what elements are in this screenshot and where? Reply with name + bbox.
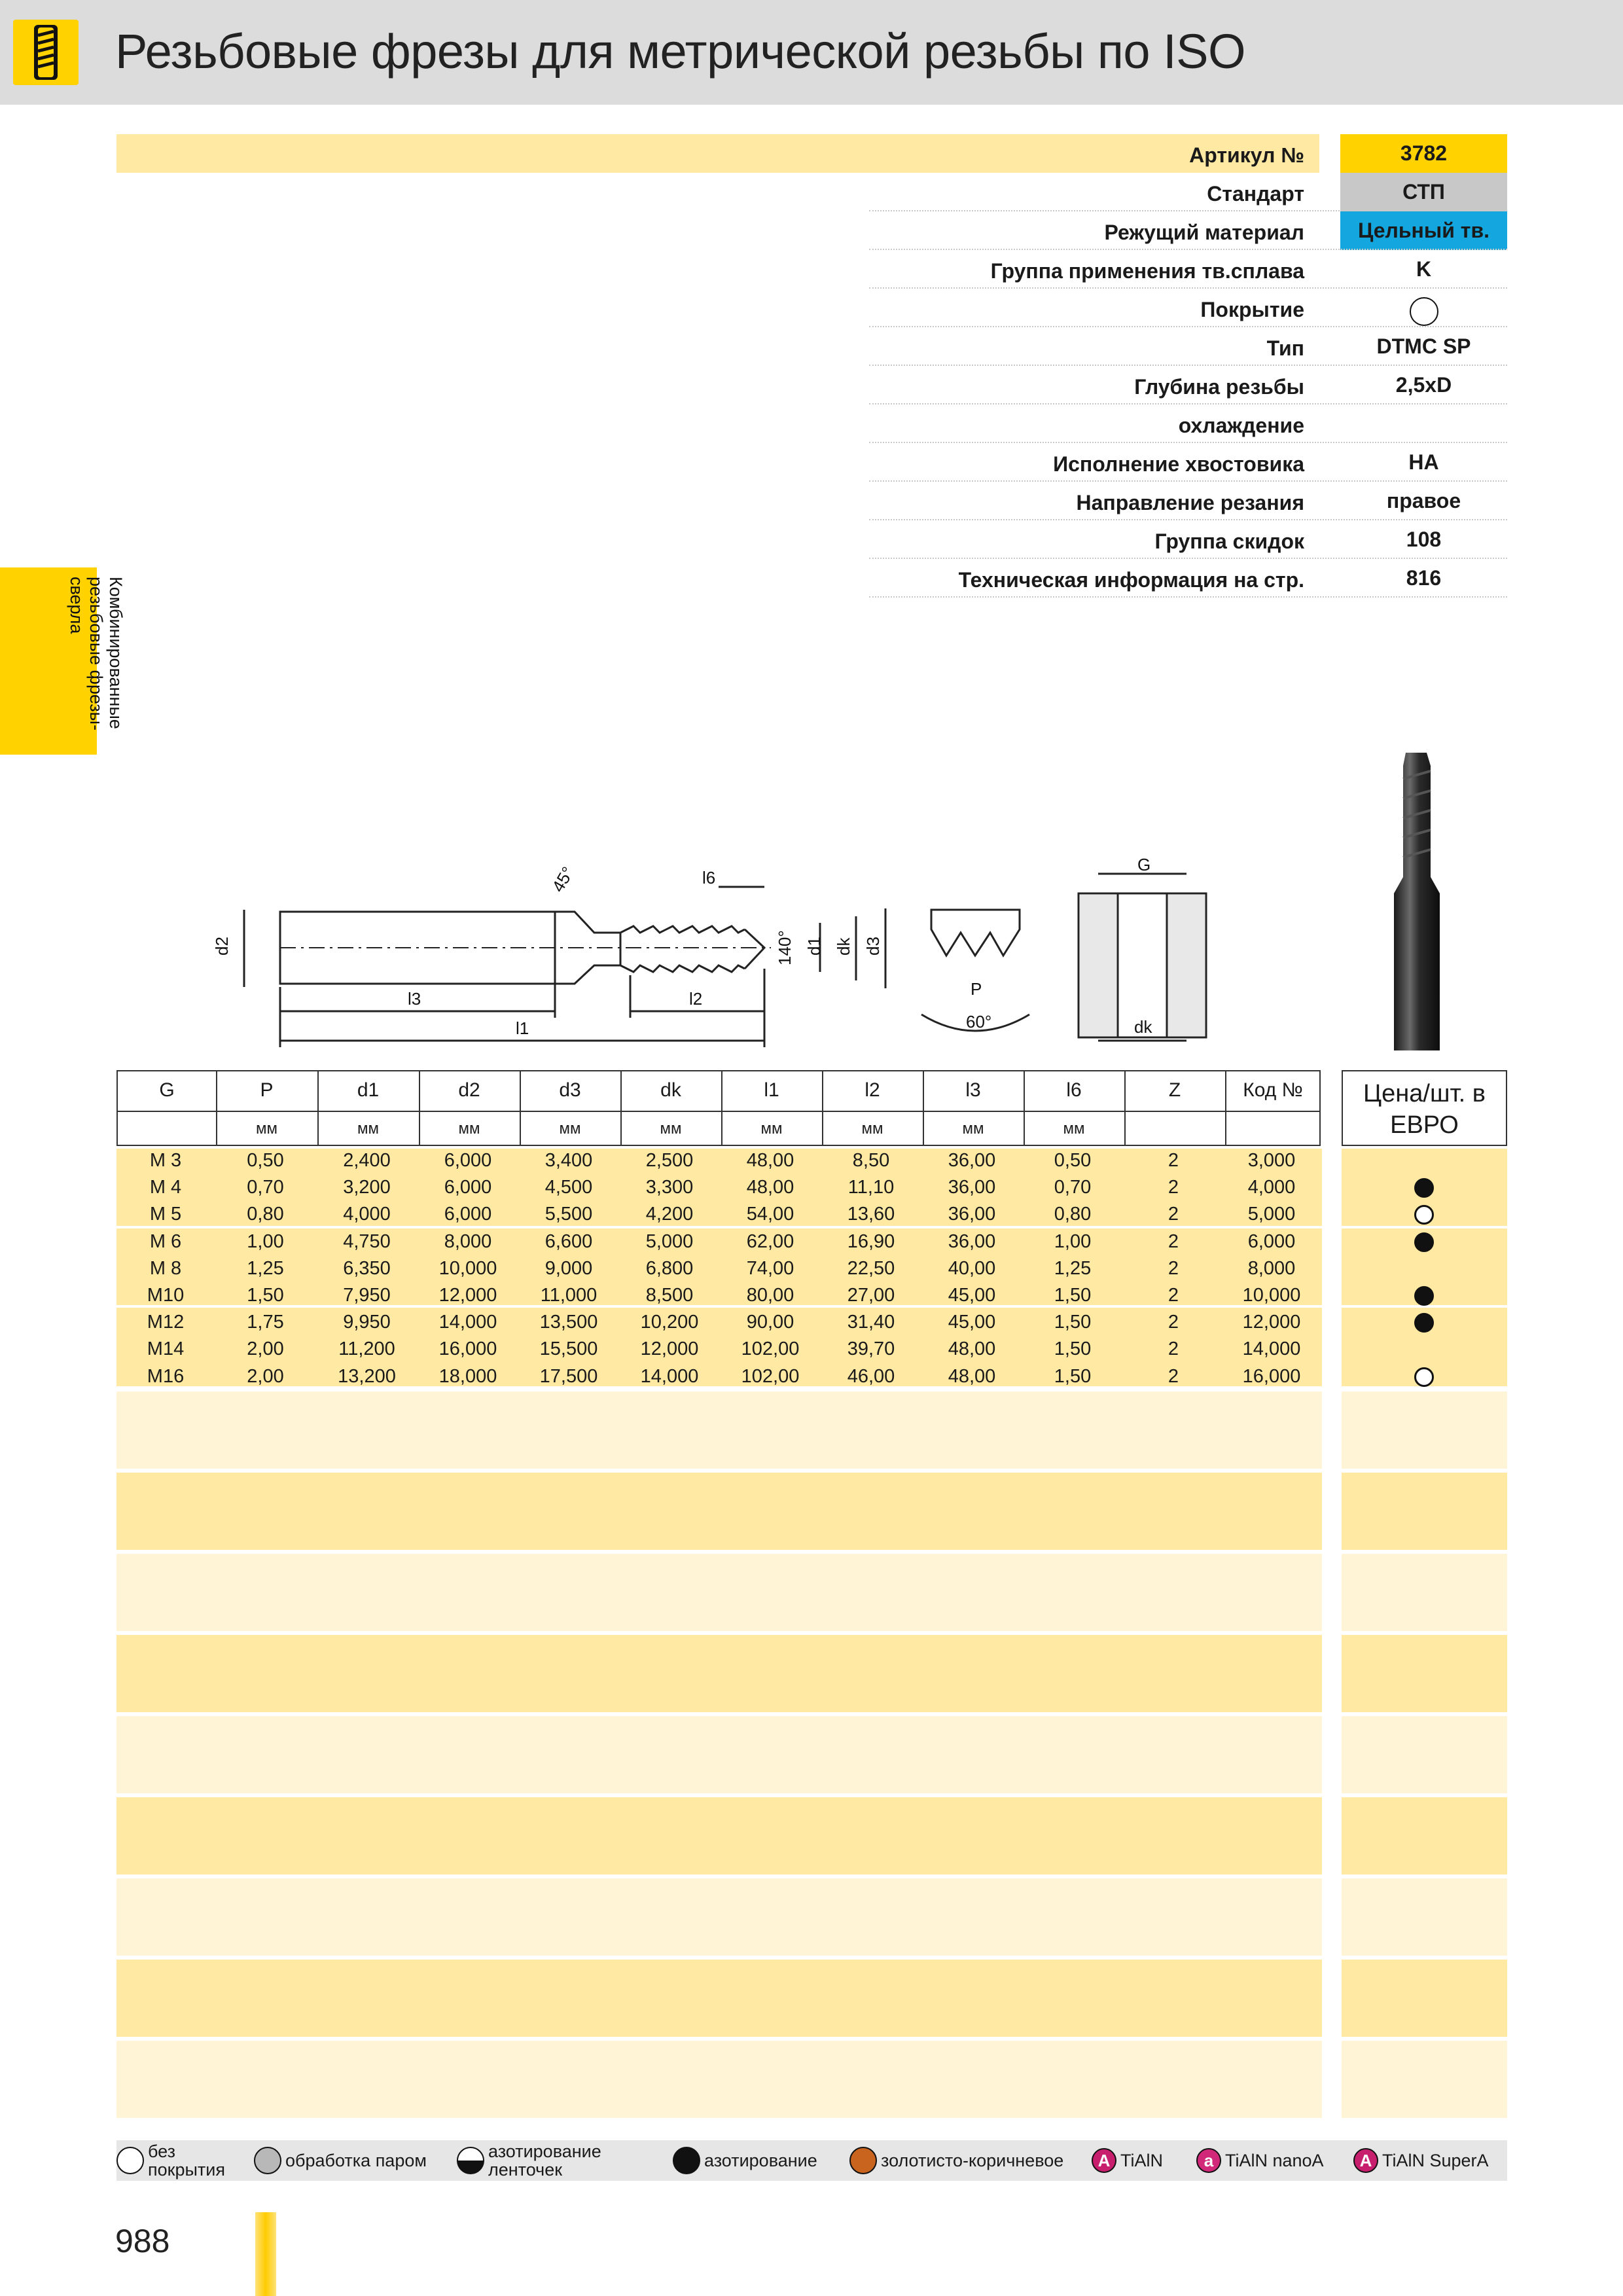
column-header bbox=[1124, 1071, 1225, 1145]
legend-item bbox=[1092, 2140, 1163, 2181]
property-label: Техническая информация на стр. bbox=[958, 568, 1304, 592]
column-header bbox=[923, 1071, 1024, 1145]
table-cell: 62,00 bbox=[746, 1230, 794, 1252]
table-cell: 14,000 bbox=[1242, 1338, 1301, 1360]
table-cell: 46,00 bbox=[847, 1365, 895, 1387]
table-band bbox=[116, 1635, 1322, 1712]
column-header bbox=[419, 1071, 520, 1145]
drawing-label: dk bbox=[834, 937, 853, 956]
column-symbol: l1 bbox=[764, 1079, 779, 1101]
table-row bbox=[116, 1174, 1322, 1201]
table-cell: 74,00 bbox=[746, 1257, 794, 1279]
property-value bbox=[1340, 289, 1507, 327]
table-cell: M14 bbox=[147, 1338, 185, 1360]
table-cell: 3,000 bbox=[1247, 1150, 1296, 1171]
column-unit: мм bbox=[458, 1120, 480, 1138]
table-cell: 27,00 bbox=[847, 1285, 895, 1306]
property-label: Режущий материал bbox=[1104, 221, 1304, 244]
table-band bbox=[116, 1878, 1322, 1956]
table-cell: 10,000 bbox=[1242, 1285, 1301, 1306]
table-cell: 48,00 bbox=[948, 1338, 996, 1360]
legend-label: азотирование bbox=[704, 2151, 817, 2170]
property-row bbox=[116, 559, 1507, 598]
table-row bbox=[116, 1336, 1322, 1363]
table-cell: 3,200 bbox=[343, 1177, 391, 1198]
table-cell: 90,00 bbox=[746, 1312, 794, 1333]
drawing-label: l2 bbox=[689, 989, 703, 1009]
table-cell: 4,000 bbox=[1247, 1177, 1296, 1198]
table-cell: 10,000 bbox=[438, 1257, 497, 1279]
column-symbol: P bbox=[260, 1079, 274, 1101]
table-cell: 5,000 bbox=[645, 1230, 694, 1252]
drawing-label: l1 bbox=[516, 1018, 529, 1038]
table-cell: 2,500 bbox=[645, 1150, 694, 1171]
tialn-icon: A bbox=[1092, 2148, 1116, 2173]
column-symbol: l6 bbox=[1066, 1079, 1082, 1101]
drawing-label: G bbox=[1137, 855, 1151, 874]
property-value: 108 bbox=[1406, 528, 1442, 551]
price-band bbox=[1342, 1878, 1507, 1956]
table-header bbox=[116, 1070, 1321, 1146]
table-cell: 6,350 bbox=[343, 1257, 391, 1279]
column-header bbox=[1225, 1071, 1321, 1145]
property-row bbox=[116, 443, 1507, 482]
uncoated-circle-icon bbox=[1410, 297, 1438, 326]
in-stock-dot-icon bbox=[1414, 1232, 1434, 1252]
table-cell: 48,00 bbox=[746, 1177, 794, 1198]
column-symbol: dk bbox=[660, 1079, 681, 1101]
property-label: охлаждение bbox=[1178, 414, 1304, 437]
table-cell: M 3 bbox=[149, 1150, 182, 1171]
legend-item bbox=[1353, 2140, 1489, 2181]
table-band bbox=[116, 1391, 1322, 1469]
price-band bbox=[1342, 1473, 1507, 1550]
table-cell: 13,500 bbox=[539, 1312, 598, 1333]
property-row bbox=[116, 211, 1507, 250]
column-symbol: d1 bbox=[357, 1079, 380, 1101]
property-row bbox=[116, 134, 1507, 173]
table-cell: 11,200 bbox=[338, 1338, 395, 1360]
table-cell: 1,00 bbox=[247, 1230, 284, 1252]
property-label: Глубина резьбы bbox=[1134, 375, 1304, 399]
tialn-nanoa-icon: a bbox=[1196, 2148, 1221, 2173]
table-cell: M12 bbox=[147, 1312, 185, 1333]
column-unit: мм bbox=[861, 1120, 883, 1138]
table-cell: 1,50 bbox=[1054, 1338, 1092, 1360]
property-value bbox=[1340, 404, 1507, 443]
table-cell: 31,40 bbox=[847, 1312, 895, 1333]
table-cell: M 4 bbox=[149, 1177, 182, 1198]
drawing-label: 60° bbox=[966, 1012, 992, 1031]
table-cell: 4,500 bbox=[544, 1177, 593, 1198]
table-row bbox=[116, 1255, 1322, 1282]
table-row bbox=[116, 1363, 1322, 1390]
property-label: Покрытие bbox=[1200, 298, 1304, 321]
table-cell: 1,00 bbox=[1054, 1230, 1092, 1252]
table-cell: 2 bbox=[1168, 1285, 1179, 1306]
page-accent-bar bbox=[255, 2212, 276, 2296]
price-band bbox=[1342, 1391, 1507, 1469]
table-cell: M 8 bbox=[149, 1257, 182, 1279]
table-row bbox=[116, 1201, 1322, 1228]
table-cell: 1,50 bbox=[1054, 1312, 1092, 1333]
table-cell: M 6 bbox=[149, 1230, 182, 1252]
column-symbol: d2 bbox=[458, 1079, 480, 1101]
property-row bbox=[116, 482, 1507, 520]
table-cell: 8,50 bbox=[852, 1150, 890, 1171]
in-stock-dot-icon bbox=[1414, 1178, 1434, 1198]
land-nitrided-icon bbox=[457, 2147, 484, 2174]
table-cell: 6,000 bbox=[444, 1150, 492, 1171]
table-cell: 39,70 bbox=[847, 1338, 895, 1360]
property-value: 3782 bbox=[1340, 134, 1507, 173]
column-unit: мм bbox=[559, 1120, 581, 1138]
property-value: СТП bbox=[1340, 173, 1507, 211]
column-header bbox=[721, 1071, 822, 1145]
column-header bbox=[317, 1071, 419, 1145]
column-header bbox=[822, 1071, 923, 1145]
table-cell: 11,10 bbox=[847, 1177, 895, 1198]
table-cell: 2,400 bbox=[343, 1150, 391, 1171]
table-cell: 40,00 bbox=[948, 1257, 996, 1279]
table-cell: 36,00 bbox=[948, 1177, 996, 1198]
property-row bbox=[116, 404, 1507, 443]
table-cell: 1,75 bbox=[247, 1312, 284, 1333]
table-band bbox=[116, 1960, 1322, 2037]
table-cell: 1,50 bbox=[1054, 1365, 1092, 1387]
table-cell: 8,000 bbox=[1247, 1257, 1296, 1279]
section-tab bbox=[0, 567, 126, 755]
property-label: Стандарт bbox=[1207, 182, 1304, 206]
table-cell: 9,950 bbox=[343, 1312, 391, 1333]
table-cell: 2 bbox=[1168, 1338, 1179, 1360]
column-unit: мм bbox=[357, 1120, 379, 1138]
table-cell: 8,500 bbox=[645, 1285, 694, 1306]
price-band bbox=[1342, 1716, 1507, 1793]
table-cell: 54,00 bbox=[746, 1204, 794, 1225]
column-unit: мм bbox=[1063, 1120, 1085, 1138]
table-cell: 14,000 bbox=[640, 1365, 699, 1387]
in-stock-dot-icon bbox=[1414, 1286, 1434, 1306]
price-band bbox=[1342, 1960, 1507, 2037]
table-cell: 22,50 bbox=[847, 1257, 895, 1279]
column-unit: мм bbox=[256, 1120, 277, 1138]
legend-label: без покрытия bbox=[148, 2142, 225, 2179]
drawing-label: d2 bbox=[212, 937, 232, 956]
property-label: Направление резания bbox=[1076, 491, 1304, 514]
table-cell: 48,00 bbox=[746, 1150, 794, 1171]
table-cell: 6,000 bbox=[444, 1204, 492, 1225]
column-header bbox=[1024, 1071, 1124, 1145]
price-column-header: Цена/шт. в ЕВРО bbox=[1342, 1070, 1507, 1146]
tialn-supera-icon: A bbox=[1353, 2148, 1378, 2173]
table-cell: 6,000 bbox=[444, 1177, 492, 1198]
table-cell: 2 bbox=[1168, 1177, 1179, 1198]
drawing-label: l6 bbox=[702, 868, 716, 888]
table-cell: 0,80 bbox=[247, 1204, 284, 1225]
property-label: Группа скидок bbox=[1154, 529, 1304, 553]
property-value: Цельный тв. bbox=[1340, 211, 1507, 250]
table-cell: 13,60 bbox=[847, 1204, 895, 1225]
property-label: Артикул № bbox=[1189, 143, 1304, 167]
property-label: Тип bbox=[1266, 336, 1304, 360]
legend-item bbox=[116, 2140, 225, 2181]
column-symbol: d3 bbox=[559, 1079, 581, 1101]
table-cell: 3,300 bbox=[645, 1177, 694, 1198]
legend-label: золотисто-коричневое bbox=[881, 2151, 1064, 2170]
column-header bbox=[620, 1071, 721, 1145]
table-cell: 12,000 bbox=[438, 1285, 497, 1306]
table-cell: 12,000 bbox=[1242, 1312, 1301, 1333]
table-cell: 45,00 bbox=[948, 1285, 996, 1306]
table-band bbox=[116, 2041, 1322, 2118]
property-value: 2,5xD bbox=[1395, 373, 1452, 397]
legend-item bbox=[1196, 2140, 1324, 2181]
table-cell: 0,50 bbox=[1054, 1150, 1092, 1171]
column-header bbox=[520, 1071, 620, 1145]
property-label: Группа применения тв.сплава bbox=[990, 259, 1304, 283]
table-cell: 8,000 bbox=[444, 1230, 492, 1252]
table-cell: 2 bbox=[1168, 1150, 1179, 1171]
table-cell: 1,50 bbox=[247, 1285, 284, 1306]
price-band bbox=[1342, 1635, 1507, 1712]
page-number: 988 bbox=[115, 2223, 170, 2259]
table-cell: 5,500 bbox=[544, 1204, 593, 1225]
legend-label: обработка паром bbox=[285, 2151, 427, 2170]
column-symbol: l2 bbox=[865, 1079, 880, 1101]
price-band bbox=[1342, 1554, 1507, 1631]
table-cell: 6,600 bbox=[544, 1230, 593, 1252]
table-cell: 102,00 bbox=[741, 1338, 800, 1360]
table-cell: 2 bbox=[1168, 1257, 1179, 1279]
legend-item bbox=[673, 2140, 817, 2181]
property-row bbox=[116, 366, 1507, 404]
gold-brown-icon bbox=[849, 2147, 877, 2174]
coating-legend bbox=[116, 2140, 1507, 2181]
price-band bbox=[1342, 1797, 1507, 1874]
table-cell: 6,800 bbox=[645, 1257, 694, 1279]
legend-item bbox=[254, 2140, 427, 2181]
column-header bbox=[216, 1071, 317, 1145]
legend-item bbox=[849, 2140, 1063, 2181]
table-cell: 102,00 bbox=[741, 1365, 800, 1387]
table-cell: 14,000 bbox=[438, 1312, 497, 1333]
legend-label: TiAlN bbox=[1120, 2151, 1163, 2170]
table-cell: 80,00 bbox=[746, 1285, 794, 1306]
column-symbol: Z bbox=[1168, 1079, 1181, 1101]
table-cell: 4,750 bbox=[343, 1230, 391, 1252]
table-cell: 11,000 bbox=[540, 1285, 597, 1306]
table-cell: 36,00 bbox=[948, 1230, 996, 1252]
table-cell: 2 bbox=[1168, 1312, 1179, 1333]
column-symbol: Код № bbox=[1243, 1079, 1303, 1101]
table-cell: 4,000 bbox=[343, 1204, 391, 1225]
table-cell: 2 bbox=[1168, 1204, 1179, 1225]
table-cell: M10 bbox=[147, 1285, 185, 1306]
section-tab-label: Комбинированные резьбовые фрезы-сверла bbox=[67, 577, 126, 731]
legend-label: TiAlN SuperA bbox=[1382, 2151, 1489, 2170]
table-row bbox=[116, 1282, 1322, 1309]
on-request-circle-icon bbox=[1414, 1367, 1434, 1387]
drawing-label: l3 bbox=[408, 989, 421, 1009]
steam-treated-icon bbox=[254, 2147, 281, 2174]
table-cell: 9,000 bbox=[544, 1257, 593, 1279]
table-cell: 0,70 bbox=[247, 1177, 284, 1198]
table-cell: 1,25 bbox=[247, 1257, 284, 1279]
table-cell: 2 bbox=[1168, 1365, 1179, 1387]
column-symbol: l3 bbox=[965, 1079, 981, 1101]
column-unit: мм bbox=[660, 1120, 682, 1138]
uncoated-icon bbox=[116, 2147, 144, 2174]
table-cell: 1,25 bbox=[1054, 1257, 1092, 1279]
property-label: Исполнение хвостовика bbox=[1053, 452, 1304, 476]
price-band bbox=[1342, 2041, 1507, 2118]
property-row bbox=[116, 327, 1507, 366]
table-cell: 0,80 bbox=[1054, 1204, 1092, 1225]
table-cell: 5,000 bbox=[1247, 1204, 1296, 1225]
property-value: DTMC SP bbox=[1376, 334, 1471, 358]
table-band bbox=[116, 1797, 1322, 1874]
property-value: 816 bbox=[1406, 566, 1442, 590]
legend-label: азотирование ленточек bbox=[488, 2142, 601, 2179]
table-cell: 36,00 bbox=[948, 1204, 996, 1225]
thread-mill-icon bbox=[13, 20, 79, 85]
property-row bbox=[116, 520, 1507, 559]
table-cell: 18,000 bbox=[438, 1365, 497, 1387]
table-row bbox=[116, 1309, 1322, 1336]
in-stock-dot-icon bbox=[1414, 1313, 1434, 1333]
drawing-label: d1 bbox=[804, 937, 824, 956]
table-cell: 2,00 bbox=[247, 1338, 284, 1360]
property-value: правое bbox=[1386, 489, 1461, 512]
table-cell: 1,50 bbox=[1054, 1285, 1092, 1306]
property-row bbox=[116, 250, 1507, 289]
nitrided-icon bbox=[673, 2147, 700, 2174]
table-cell: 16,000 bbox=[1242, 1365, 1301, 1387]
table-cell: 0,70 bbox=[1054, 1177, 1092, 1198]
table-cell: 7,950 bbox=[343, 1285, 391, 1306]
table-cell: 48,00 bbox=[948, 1365, 996, 1387]
legend-label: TiAlN nanoA bbox=[1225, 2151, 1324, 2170]
table-cell: 2,00 bbox=[247, 1365, 284, 1387]
table-cell: 36,00 bbox=[948, 1150, 996, 1171]
table-cell: 45,00 bbox=[948, 1312, 996, 1333]
table-band bbox=[116, 1554, 1322, 1631]
table-cell: 2 bbox=[1168, 1230, 1179, 1252]
drawing-label: d3 bbox=[863, 937, 883, 956]
drawing-label: 45° bbox=[548, 863, 578, 895]
technical-drawing bbox=[116, 733, 1360, 1060]
table-cell: 0,50 bbox=[247, 1150, 284, 1171]
column-unit: мм bbox=[962, 1120, 984, 1138]
table-cell: 10,200 bbox=[640, 1312, 699, 1333]
table-row bbox=[116, 1229, 1322, 1255]
table-cell: M16 bbox=[147, 1365, 185, 1387]
page-title: Резьбовые фрезы для метрической резьбы по ISO bbox=[115, 24, 1246, 79]
property-row bbox=[116, 173, 1507, 211]
table-row bbox=[116, 1147, 1322, 1174]
column-unit: мм bbox=[760, 1120, 783, 1138]
column-header bbox=[118, 1071, 216, 1145]
column-symbol: G bbox=[159, 1079, 175, 1101]
drawing-label: 140° bbox=[775, 930, 794, 965]
table-cell: 17,500 bbox=[539, 1365, 598, 1387]
property-value: HA bbox=[1408, 450, 1439, 474]
table-cell: 13,200 bbox=[338, 1365, 396, 1387]
page-header bbox=[0, 0, 1623, 105]
tool-photo bbox=[1374, 753, 1459, 1054]
legend-item bbox=[457, 2140, 601, 2181]
table-cell: 3,400 bbox=[544, 1150, 593, 1171]
table-cell: 16,90 bbox=[847, 1230, 895, 1252]
table-cell: 16,000 bbox=[438, 1338, 497, 1360]
table-cell: M 5 bbox=[149, 1204, 182, 1225]
table-cell: 6,000 bbox=[1247, 1230, 1296, 1252]
property-value: K bbox=[1416, 257, 1432, 281]
table-cell: 15,500 bbox=[539, 1338, 598, 1360]
drawing-label: P bbox=[971, 979, 982, 999]
table-band bbox=[116, 1716, 1322, 1793]
table-cell: 4,200 bbox=[645, 1204, 694, 1225]
table-cell: 12,000 bbox=[640, 1338, 699, 1360]
drawing-label: dk bbox=[1134, 1017, 1152, 1037]
property-row bbox=[116, 289, 1507, 327]
table-band bbox=[116, 1473, 1322, 1550]
